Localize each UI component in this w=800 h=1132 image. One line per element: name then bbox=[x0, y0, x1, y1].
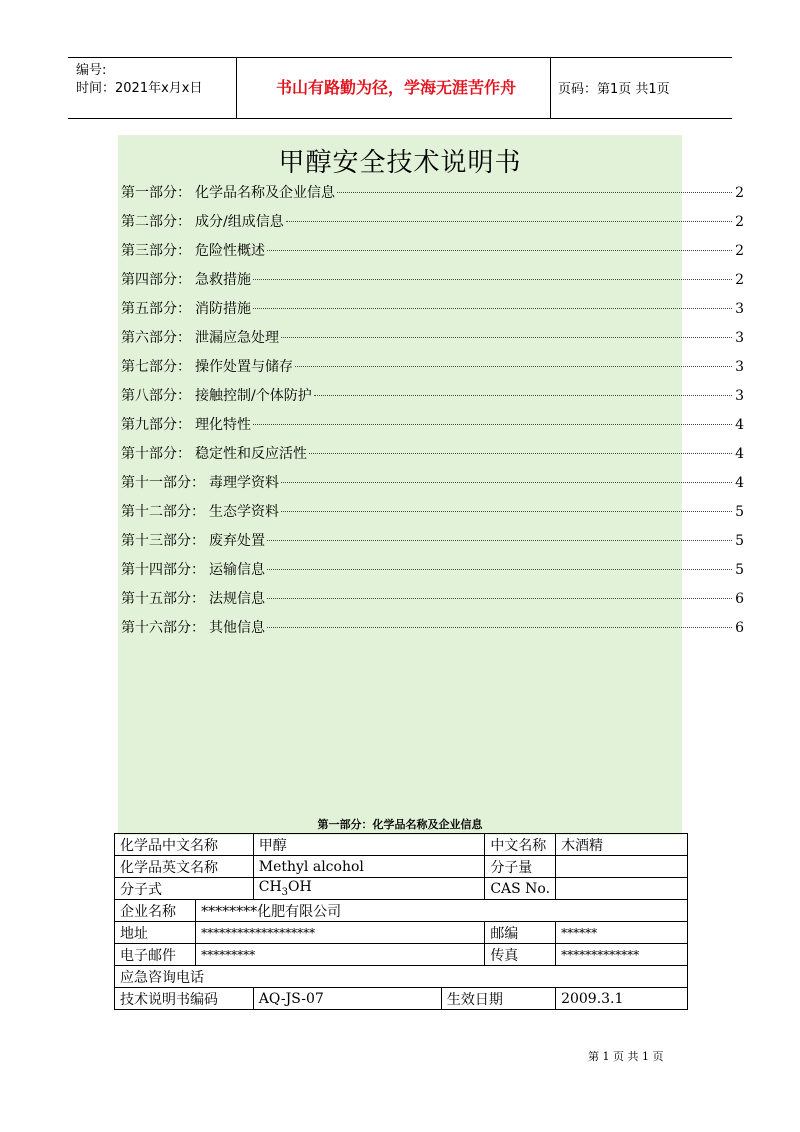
document-title: 甲醇安全技术说明书 bbox=[278, 148, 522, 178]
toc-part-label: 第十部分： bbox=[121, 446, 191, 462]
toc-item[interactable] bbox=[121, 327, 744, 356]
table-row bbox=[115, 900, 688, 922]
toc-item[interactable] bbox=[121, 211, 744, 240]
toc-leader bbox=[337, 192, 732, 193]
formula-part: OH bbox=[288, 879, 312, 896]
emergency-phone-label: 应急咨询电话 bbox=[115, 966, 688, 988]
postcode-label: 邮编 bbox=[485, 922, 556, 944]
toc-part-label: 第十四部分： bbox=[121, 562, 205, 578]
cas-value bbox=[556, 878, 688, 900]
toc-item[interactable] bbox=[121, 501, 744, 530]
toc-page-number: 2 bbox=[735, 243, 744, 259]
effective-date-label: 生效日期 bbox=[441, 988, 555, 1010]
toc-part-label: 第七部分： bbox=[121, 359, 191, 375]
number-label: 编号: bbox=[76, 63, 107, 78]
en-name-label: 化学品英文名称 bbox=[115, 856, 254, 878]
toc-leader bbox=[267, 627, 732, 628]
toc-leader bbox=[281, 482, 732, 483]
toc-title: 生态学资料 bbox=[209, 504, 279, 520]
table-row bbox=[115, 988, 688, 1010]
toc-page-number: 4 bbox=[735, 446, 744, 462]
toc-part-label: 第一部分： bbox=[121, 185, 191, 201]
company-label: 企业名称 bbox=[115, 900, 196, 922]
toc-leader bbox=[267, 250, 732, 251]
toc-item[interactable] bbox=[121, 414, 744, 443]
toc-leader bbox=[267, 569, 732, 570]
toc-title: 急救措施 bbox=[195, 272, 251, 288]
mw-value bbox=[556, 856, 688, 878]
toc-part-label: 第四部分： bbox=[121, 272, 191, 288]
table-row bbox=[115, 922, 688, 944]
toc-part-label: 第十五部分： bbox=[121, 591, 205, 607]
cas-label: CAS No. bbox=[485, 878, 556, 900]
address-value: ******************* bbox=[196, 922, 485, 944]
cn-alias-label: 中文名称 bbox=[485, 834, 556, 856]
toc-page-number: 5 bbox=[735, 562, 744, 578]
toc-leader bbox=[314, 395, 732, 396]
fax-value: ************* bbox=[556, 944, 688, 966]
chemical-info-table bbox=[114, 833, 688, 1010]
formula-label: 分子式 bbox=[115, 878, 254, 900]
toc-item[interactable] bbox=[121, 356, 744, 385]
toc-title: 泄漏应急处理 bbox=[195, 330, 279, 346]
toc-item[interactable] bbox=[121, 298, 744, 327]
page-footer: 第 1 页 共 1 页 bbox=[588, 1050, 664, 1063]
cn-name-label: 化学品中文名称 bbox=[115, 834, 254, 856]
toc-title: 操作处置与储存 bbox=[195, 359, 293, 375]
toc-item[interactable] bbox=[121, 385, 744, 414]
toc-title: 成分/组成信息 bbox=[195, 214, 284, 230]
formula-part: CH bbox=[258, 879, 282, 896]
header-page-info: 页码：第1页 共1页 bbox=[558, 82, 670, 97]
fax-label: 传真 bbox=[485, 944, 556, 966]
toc-page-number: 6 bbox=[735, 591, 744, 607]
toc-leader bbox=[267, 598, 732, 599]
toc-part-label: 第二部分： bbox=[121, 214, 191, 230]
postcode-value: ****** bbox=[556, 922, 688, 944]
toc-leader bbox=[267, 540, 732, 541]
toc-leader bbox=[295, 366, 732, 367]
header-meta bbox=[76, 62, 202, 98]
table-row bbox=[115, 878, 688, 900]
toc-item[interactable] bbox=[121, 617, 744, 646]
toc-page-number: 3 bbox=[735, 359, 744, 375]
toc-item[interactable] bbox=[121, 588, 744, 617]
page-header bbox=[68, 57, 732, 119]
address-label: 地址 bbox=[115, 922, 196, 944]
en-name-value: Methyl alcohol bbox=[253, 856, 485, 878]
toc-item[interactable] bbox=[121, 182, 744, 211]
header-motto: 书山有路勤为径，学海无涯苦作舟 bbox=[275, 78, 516, 97]
toc-title: 其他信息 bbox=[209, 620, 265, 636]
toc-part-label: 第三部分： bbox=[121, 243, 191, 259]
cn-alias-value: 木酒精 bbox=[556, 834, 688, 856]
toc-leader bbox=[281, 511, 732, 512]
company-value: ********化肥有限公司 bbox=[196, 900, 688, 922]
table-row bbox=[115, 856, 688, 878]
table-of-contents bbox=[121, 182, 744, 646]
toc-title: 稳定性和反应活性 bbox=[195, 446, 307, 462]
toc-leader bbox=[309, 453, 732, 454]
toc-page-number: 2 bbox=[735, 214, 744, 230]
email-value: ********* bbox=[196, 944, 485, 966]
toc-page-number: 5 bbox=[735, 504, 744, 520]
code-label: 技术说明书编码 bbox=[115, 988, 254, 1010]
toc-item[interactable] bbox=[121, 443, 744, 472]
toc-title: 化学品名称及企业信息 bbox=[195, 185, 335, 201]
formula-value bbox=[253, 878, 485, 900]
toc-page-number: 3 bbox=[735, 388, 744, 404]
header-divider bbox=[550, 58, 551, 118]
toc-item[interactable] bbox=[121, 269, 744, 298]
toc-title: 废弃处置 bbox=[209, 533, 265, 549]
toc-page-number: 2 bbox=[735, 185, 744, 201]
toc-part-label: 第八部分： bbox=[121, 388, 191, 404]
toc-title: 危险性概述 bbox=[195, 243, 265, 259]
toc-leader bbox=[286, 221, 732, 222]
toc-page-number: 2 bbox=[735, 272, 744, 288]
toc-leader bbox=[281, 337, 732, 338]
toc-title: 理化特性 bbox=[195, 417, 251, 433]
toc-part-label: 第六部分： bbox=[121, 330, 191, 346]
toc-item[interactable] bbox=[121, 530, 744, 559]
toc-part-label: 第十六部分： bbox=[121, 620, 205, 636]
toc-title: 接触控制/个体防护 bbox=[195, 388, 312, 404]
mw-label: 分子量 bbox=[485, 856, 556, 878]
toc-page-number: 4 bbox=[735, 475, 744, 491]
section-title: 第一部分：化学品名称及企业信息 bbox=[317, 818, 483, 831]
toc-item[interactable] bbox=[121, 559, 744, 588]
table-row bbox=[115, 944, 688, 966]
toc-title: 法规信息 bbox=[209, 591, 265, 607]
toc-part-label: 第十二部分： bbox=[121, 504, 205, 520]
toc-leader bbox=[253, 424, 732, 425]
code-value: AQ-JS-07 bbox=[253, 988, 441, 1010]
toc-title: 运输信息 bbox=[209, 562, 265, 578]
toc-item[interactable] bbox=[121, 472, 744, 501]
toc-page-number: 4 bbox=[735, 417, 744, 433]
table-row bbox=[115, 966, 688, 988]
toc-title: 毒理学资料 bbox=[209, 475, 279, 491]
toc-page-number: 3 bbox=[735, 330, 744, 346]
header-divider bbox=[236, 58, 237, 118]
time-label: 时间：2021年x月x日 bbox=[76, 81, 203, 96]
toc-page-number: 6 bbox=[735, 620, 744, 636]
toc-page-number: 3 bbox=[735, 301, 744, 317]
toc-title: 消防措施 bbox=[195, 301, 251, 317]
toc-part-label: 第十三部分： bbox=[121, 533, 205, 549]
email-label: 电子邮件 bbox=[115, 944, 196, 966]
toc-leader bbox=[253, 279, 732, 280]
toc-part-label: 第十一部分： bbox=[121, 475, 205, 491]
toc-part-label: 第五部分： bbox=[121, 301, 191, 317]
table-row bbox=[115, 834, 688, 856]
toc-page-number: 5 bbox=[735, 533, 744, 549]
effective-date-value: 2009.3.1 bbox=[556, 988, 688, 1010]
toc-part-label: 第九部分： bbox=[121, 417, 191, 433]
toc-item[interactable] bbox=[121, 240, 744, 269]
toc-leader bbox=[253, 308, 732, 309]
cn-name-value: 甲醇 bbox=[253, 834, 485, 856]
formula-subscript: 3 bbox=[281, 886, 289, 898]
